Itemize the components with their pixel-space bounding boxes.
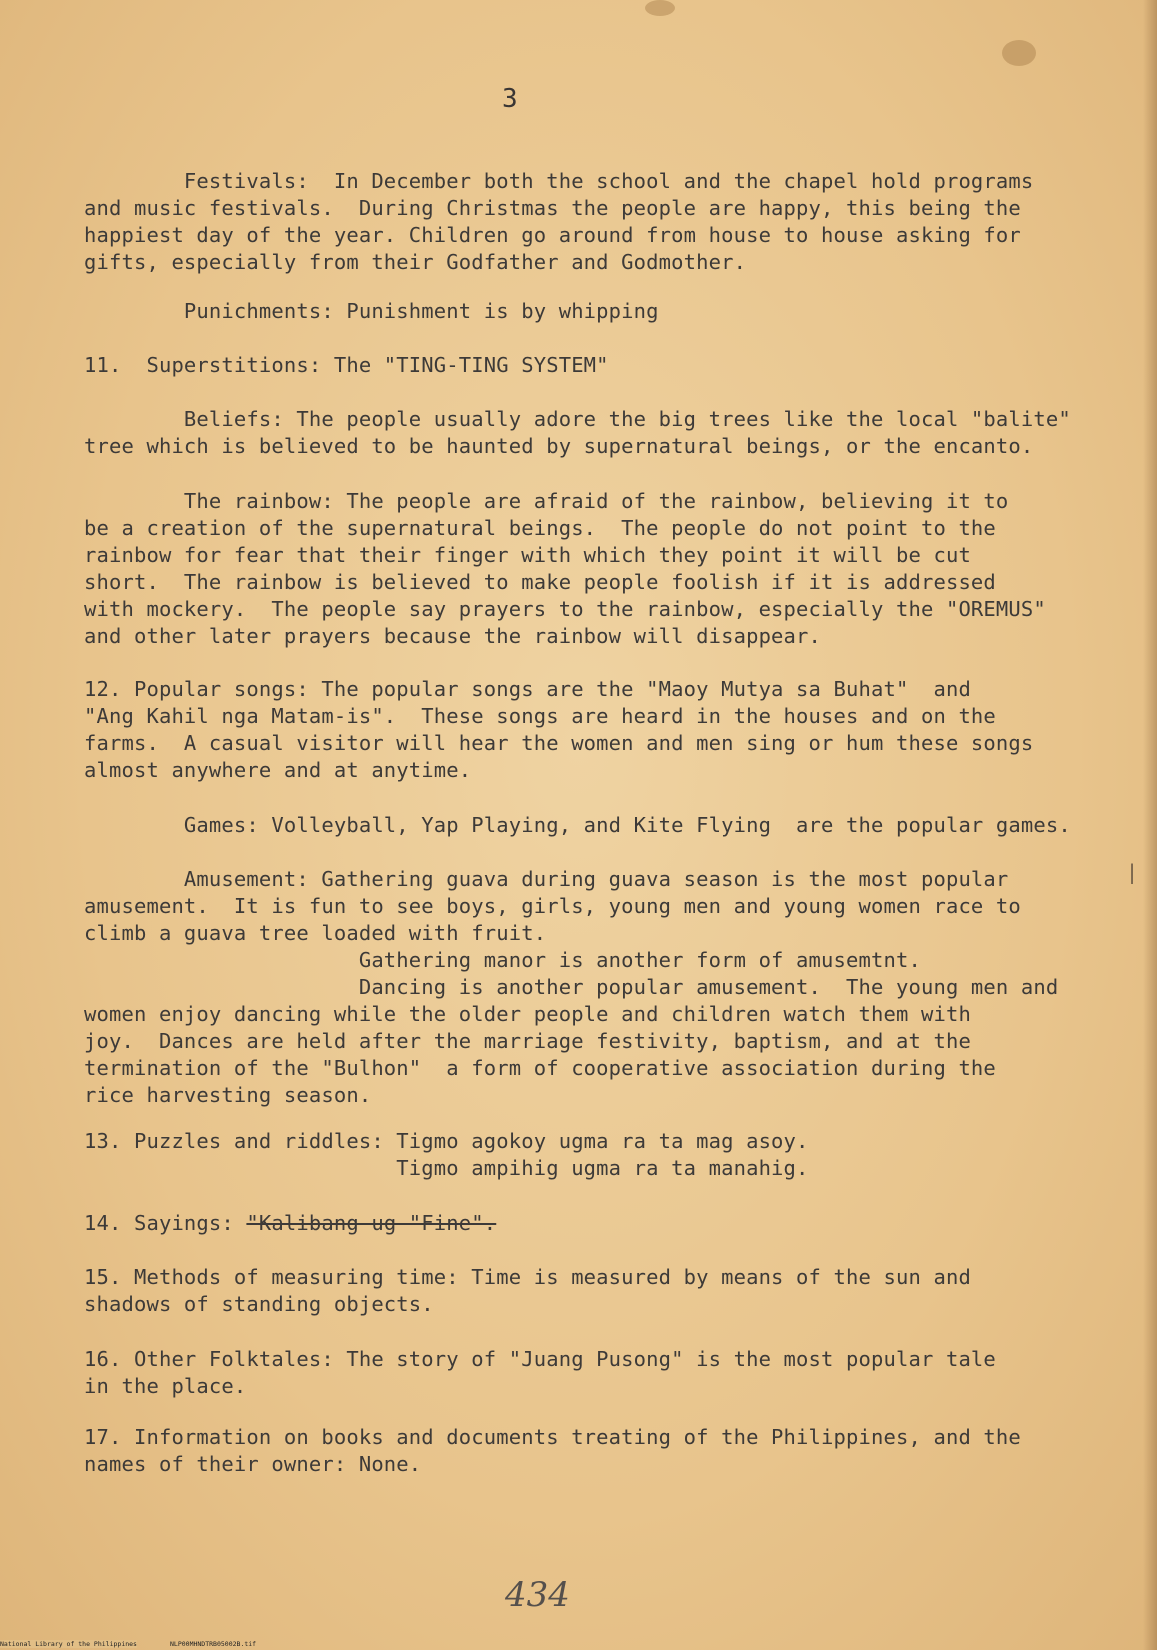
paragraph-popular-songs: 12. Popular songs: The popular songs are the "Maoy Mutya sa Buhat" and "Ang Kahil nga Matam-is". These songs are heard in the houses and on the farms. A casual visitor will hear the women and men sing or hum these songs almost anywhere and at anytime. — [84, 677, 1034, 782]
handwritten-page-number: 434 — [505, 1575, 570, 1615]
paragraph-punishments: Punichments: Punishment is by whipping — [84, 299, 659, 323]
paragraph-puzzles-riddles: 13. Puzzles and riddles: Tigmo agokoy ugma ra ta mag asoy. Tigmo ampihig ugma ra ta manahig. — [84, 1129, 809, 1180]
paper-stain-top — [645, 0, 675, 16]
footer-filename: NLP00MHNDTRB05002B.tif — [170, 1640, 257, 1648]
paragraph-superstitions: 11. Superstitions: The "TING-TING SYSTEM" — [84, 353, 609, 377]
struck-saying: "Kalibang ug "Fine". — [246, 1211, 497, 1235]
page-number: 3 — [502, 84, 518, 114]
paragraph-amusement: Amusement: Gathering guava during guava season is the most popular amusement. It is fun to see boys, girls, young men and young women race to climb a guava tree loaded with fruit. Gathering manor is another form of amusemtnt. Dancing is another popular amusement. The young men and women enjoy dancing while the older people and children watch them with joy. Dances are held after the marriage festivity, baptism, and at the termination of the "Bulhon" a form of cooperative association during the rice harvesting season. — [84, 867, 1059, 1107]
paragraph-beliefs: Beliefs: The people usually adore the big trees like the local "balite" tree which is believed to be haunted by supernatural beings, or the encanto. — [84, 407, 1071, 458]
paragraph-festivals: Festivals: In December both the school and the chapel hold programs and music festivals. During Christmas the people are happy, this being the happiest day of the year. Children go around from house to house asking for gifts, especially from their Godfather and Godmother. — [84, 169, 1034, 274]
paragraph-measuring-time: 15. Methods of measuring time: Time is measured by means of the sun and shadows of standing objects. — [84, 1265, 971, 1316]
footer-library: National Library of the Philippines — [0, 1640, 137, 1648]
paragraph-information: 17. Information on books and documents treating of the Philippines, and the names of their owner: None. — [84, 1425, 1021, 1476]
paragraph-folktales: 16. Other Folktales: The story of "Juang Pusong" is the most popular tale in the place. — [84, 1347, 996, 1398]
paragraph-games: Games: Volleyball, Yap Playing, and Kite Flying are the popular games. — [84, 813, 1071, 837]
paragraph-sayings: 14. Sayings: "Kalibang ug "Fine". — [84, 1211, 497, 1235]
binding-edge — [1143, 0, 1157, 1650]
margin-mark: | — [1126, 860, 1139, 884]
paper-stain-right — [1002, 40, 1036, 66]
paragraph-rainbow: The rainbow: The people are afraid of the rainbow, believing it to be a creation of the supernatural beings. The people do not point to the rainbow for fear that their finger with which they point it will be cut short. The rainbow is believed to make people foolish if it is addressed with mockery. The people say prayers to the rainbow, especially the "OREMUS" and other later prayers because the rainbow will disappear. — [84, 489, 1046, 648]
